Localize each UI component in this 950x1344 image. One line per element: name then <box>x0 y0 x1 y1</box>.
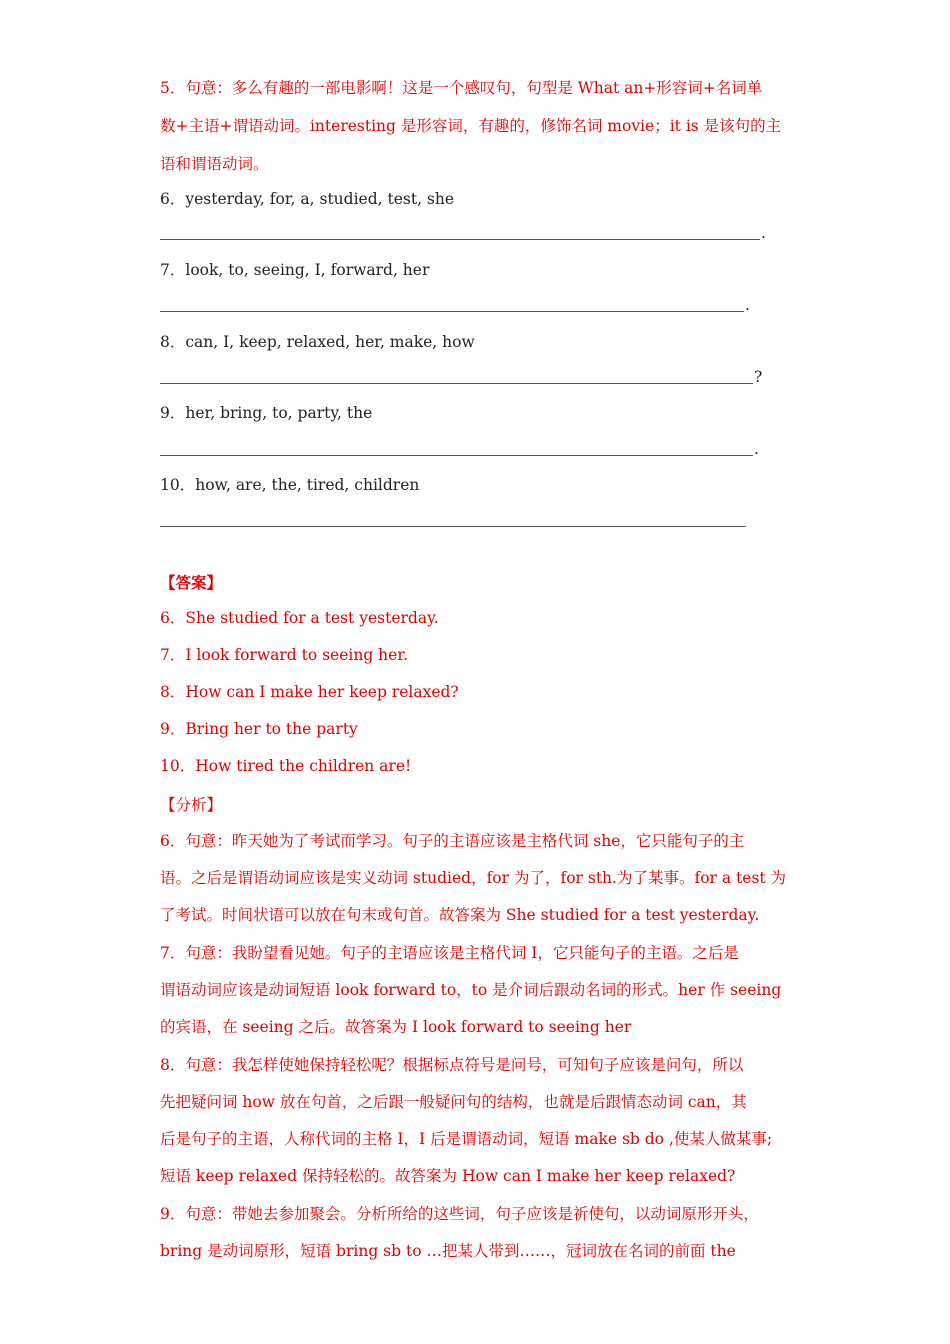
answer-6: 6．She studied for a test yesterday. <box>160 609 439 627</box>
analysis-line: bring 是动词原形，短语 bring sb to …把某人带到……，冠词放在名词的前面 the <box>160 1242 736 1260</box>
answer-10: 10．How tired the children are! <box>160 757 412 775</box>
answer-blank-6[interactable] <box>160 239 760 240</box>
analysis-line: 8．句意：我怎样使她保持轻松呢？根据标点符号是问号，可知句子应该是问句，所以 <box>160 1056 744 1074</box>
question-10: 10．how, are, the, tired, children <box>160 476 420 494</box>
answer-blank-8-end: ? <box>754 368 763 386</box>
analysis-line: 7．句意：我盼望看见她。句子的主语应该是主格代词 I，它只能句子的主语。之后是 <box>160 944 739 962</box>
analysis-5-line-3: 语和谓语动词。 <box>160 155 269 173</box>
answer-blank-7[interactable] <box>160 311 744 312</box>
analysis-line: 了考试。时间状语可以放在句末或句首。故答案为 She studied for a test yesterday. <box>160 906 760 924</box>
analysis-line: 后是句子的主语，人称代词的主格 I，I 后是谓语动词，短语 make sb do ,使某人做某事; <box>160 1130 773 1148</box>
answer-blank-9[interactable] <box>160 455 753 456</box>
answer-blank-6-end: . <box>761 224 766 242</box>
analysis-line: 的宾语，在 seeing 之后。故答案为 I look forward to seeing her <box>160 1018 632 1036</box>
analysis-heading: 【分析】 <box>160 796 223 814</box>
question-9: 9．her, bring, to, party, the <box>160 404 373 422</box>
analysis-line: 9．句意：带她去参加聚会。分析所给的这些词，句子应该是祈使句，以动词原形开头， <box>160 1205 759 1223</box>
question-7: 7．look, to, seeing, I, forward, her <box>160 261 430 279</box>
answer-blank-7-end: . <box>745 296 750 314</box>
answer-7: 7．I look forward to seeing her. <box>160 646 408 664</box>
analysis-5-line-2: 数+主语+谓语动词。interesting 是形容词，有趣的，修饰名词 movie；it is 是该句的主 <box>160 117 782 135</box>
answer-blank-9-end: . <box>754 440 759 458</box>
question-6: 6．yesterday, for, a, studied, test, she <box>160 190 455 208</box>
analysis-line: 先把疑问词 how 放在句首，之后跟一般疑问句的结构，也就是后跟情态动词 can，其 <box>160 1093 747 1111</box>
question-8: 8．can, I, keep, relaxed, her, make, how <box>160 333 475 351</box>
analysis-line: 谓语动词应该是动词短语 look forward to，to 是介词后跟动名词的形式。her 作 seeing <box>160 981 782 999</box>
answer-blank-8[interactable] <box>160 383 753 384</box>
answer-9: 9．Bring her to the party <box>160 720 358 738</box>
analysis-line: 语。之后是谓语动词应该是实义动词 studied，for 为了，for sth.为了某事。for a test 为 <box>160 869 787 887</box>
answer-blank-10[interactable] <box>160 526 746 527</box>
analysis-5-line-1: 5．句意：多么有趣的一部电影啊！这是一个感叹句，句型是 What an+形容词+名词单 <box>160 79 763 97</box>
answer-8: 8．How can I make her keep relaxed? <box>160 683 459 701</box>
answer-heading: 【答案】 <box>160 573 223 592</box>
analysis-line: 6．句意：昨天她为了考试而学习。句子的主语应该是主格代词 she，它只能句子的主 <box>160 832 745 850</box>
analysis-line: 短语 keep relaxed 保持轻松的。故答案为 How can I make her keep relaxed? <box>160 1167 736 1185</box>
